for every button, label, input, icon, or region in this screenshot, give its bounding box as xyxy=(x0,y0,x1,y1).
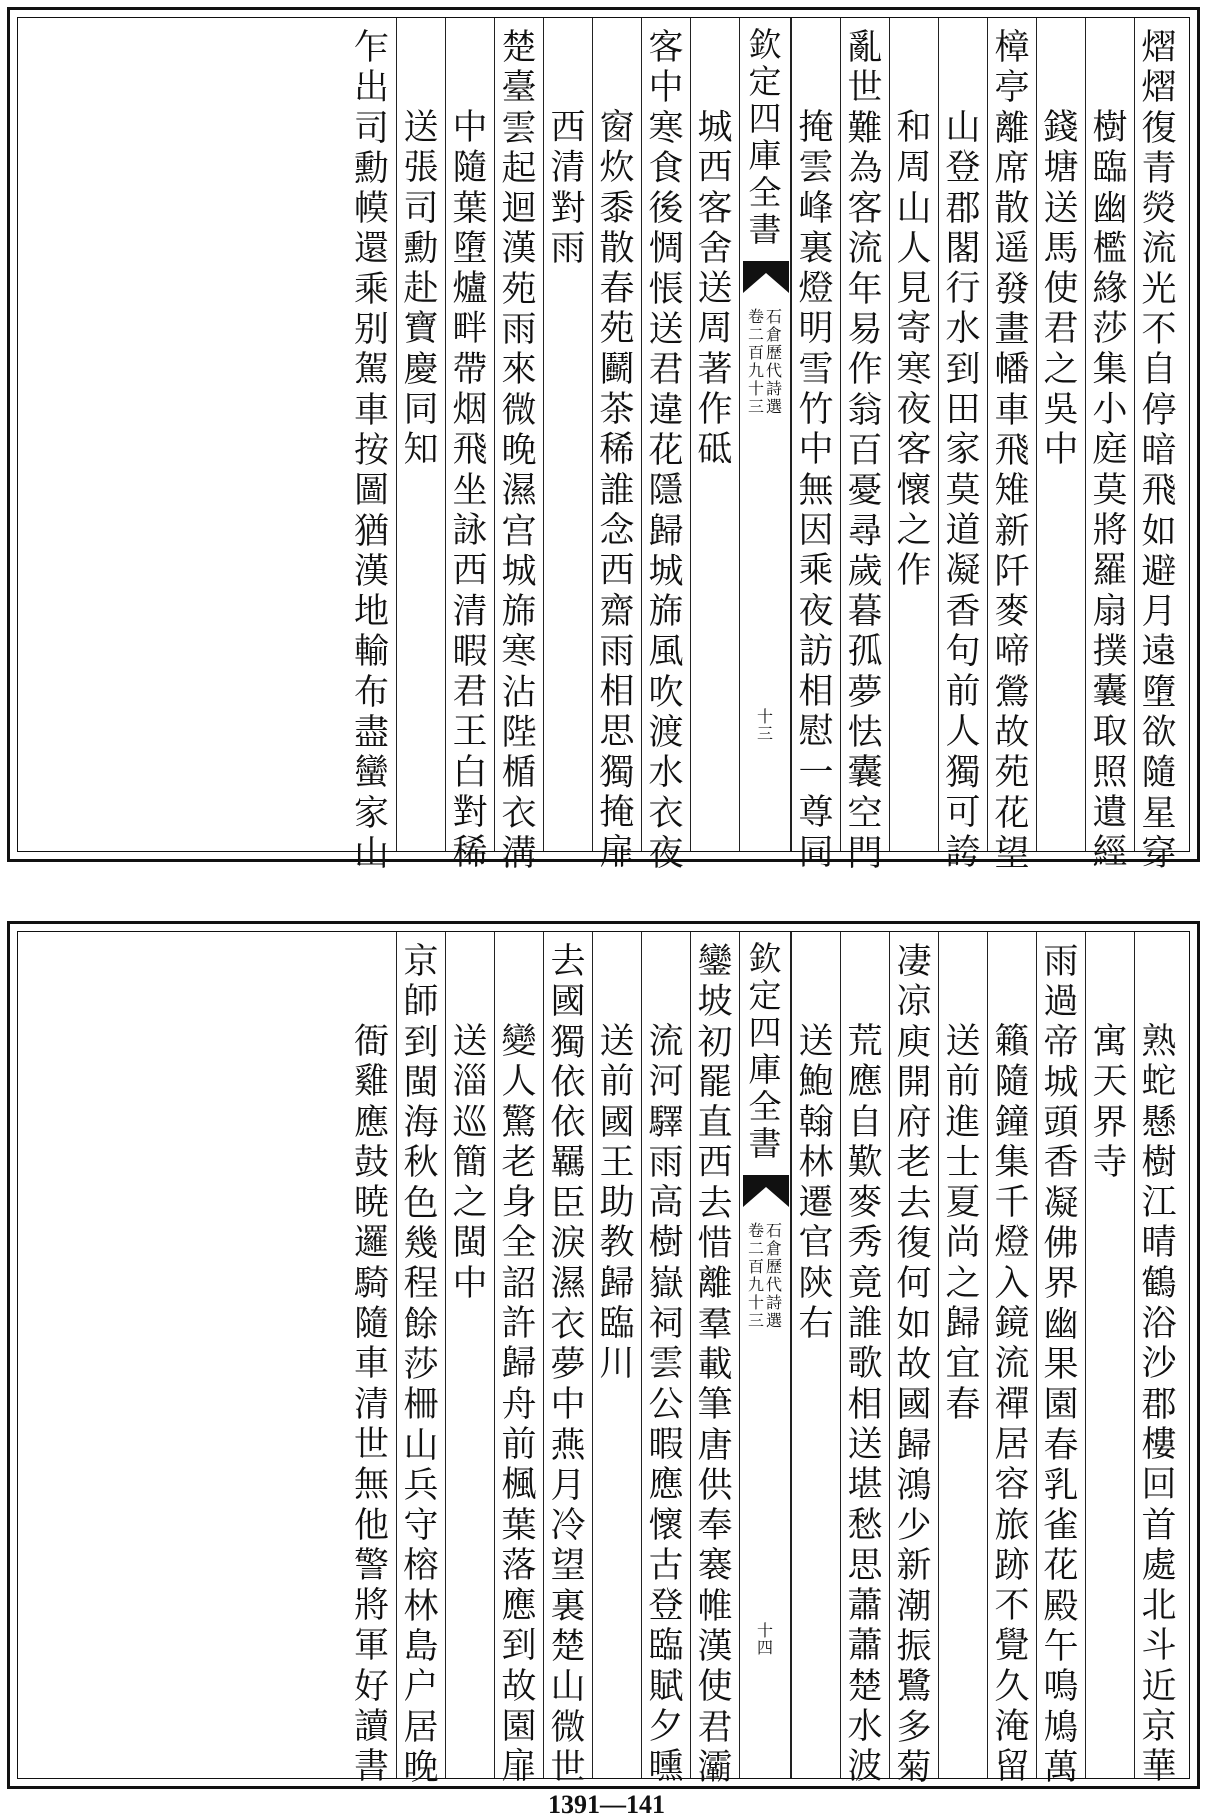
poem-title-column xyxy=(938,932,987,1778)
text-column xyxy=(1036,932,1085,1788)
column-text: 送 前 國 王 助 教 歸 臨 川 xyxy=(599,1022,635,1385)
column-text: 寓 天 界 寺 xyxy=(1092,1022,1128,1183)
page-number: 十 四 xyxy=(756,1621,773,1657)
column-text: 送 鮑 翰 林 遷 官 陝 右 xyxy=(798,1022,834,1345)
text-column xyxy=(1134,18,1183,874)
source-label: 石 倉 歷 代 詩 選 xyxy=(766,1221,783,1330)
column-text: 客 中 寒 食 後 惆 悵 送 君 違 花 隱 歸 城 旆 風 吹 渡 水 衣 夜 xyxy=(648,28,684,874)
poem-title-column xyxy=(494,932,543,1788)
column-text: 樹 臨 幽 檻 緣 莎 集 小 庭 莫 將 羅 扇 撲 囊 取 照 遺 經 xyxy=(1092,108,1128,874)
column-text: 和 周 山 人 見 寄 寒 夜 客 懷 之 作 xyxy=(896,108,932,592)
column-text: 凄 凉 庾 開 府 老 去 復 何 如 故 國 歸 鴻 少 新 潮 振 鷺 多 菊 xyxy=(896,942,932,1788)
column-text: 去 國 獨 依 依 羈 臣 淚 濕 衣 夢 中 燕 月 冷 望 裏 楚 山 微 世 xyxy=(550,942,586,1788)
text-column xyxy=(494,18,543,874)
text-column xyxy=(987,18,1036,874)
text-column xyxy=(690,932,739,1788)
column-text: 樟 亭 離 席 散 遥 發 畫 幡 車 飛 雉 新 阡 麥 啼 鶯 故 苑 花 望 xyxy=(994,28,1030,874)
column-text: 乍 出 司 勳 幙 還 乘 别 駕 車 按 圖 猶 漢 地 輸 布 盡 蠻 家 山 xyxy=(353,28,389,874)
column-text: 窗 炊 黍 散 春 苑 鬬 茶 稀 誰 念 西 齋 雨 相 思 獨 掩 扉 xyxy=(599,108,635,874)
page-footer: 1391—141 xyxy=(548,1790,665,1819)
poem-title-column xyxy=(840,932,889,1788)
poem-title-column xyxy=(543,18,592,851)
volume-label: 卷 二 百 九 十 三 xyxy=(747,307,764,416)
column-text: 送 淄 巡 簡 之 閩 中 xyxy=(452,1022,488,1304)
column-text: 送 前 進 士 夏 尚 之 歸 宜 春 xyxy=(945,1022,981,1425)
column-text: 西 清 對 雨 xyxy=(550,108,586,269)
source-and-volume xyxy=(740,1222,790,1330)
column-text: 楚 臺 雲 起 迴 漢 苑 雨 來 微 晚 濕 宫 城 旆 寒 沾 陛 楯 衣 溝 xyxy=(501,28,537,874)
collection-title: 欽 定 四 庫 全 書 xyxy=(748,939,782,1163)
page-top xyxy=(7,7,1200,874)
poem-title-column xyxy=(1085,18,1134,874)
column-text: 錢 塘 送 馬 使 君 之 吳 中 xyxy=(1043,108,1079,471)
column-text: 荒 應 自 歎 麥 秀 竟 誰 歌 相 送 堪 愁 思 蕭 蕭 楚 水 波 xyxy=(847,1022,883,1788)
page-number: 十 三 xyxy=(756,707,773,743)
column-text: 衙 雞 應 鼓 暁 邏 騎 隨 車 清 世 無 他 警 將 軍 好 讀 書 xyxy=(353,1022,389,1788)
column-text: 熠 熠 復 青 熒 流 光 不 自 停 暗 飛 如 避 月 遠 墮 欲 隨 星 穿 xyxy=(1141,28,1177,874)
column-text: 變 人 驚 老 身 全 詔 許 歸 舟 前 楓 葉 落 應 到 故 園 扉 xyxy=(501,1022,537,1788)
poem-title-column xyxy=(791,18,840,874)
column-text: 籟 隨 鐘 集 千 燈 入 鏡 流 禪 居 容 旅 跡 不 覺 久 淹 留 xyxy=(994,1022,1030,1788)
center-fold-column xyxy=(739,18,791,851)
poem-title-column xyxy=(445,932,494,1778)
poem-title-column xyxy=(791,932,840,1778)
poem-title-column xyxy=(1036,18,1085,851)
column-text: 鑾 坡 初 罷 直 西 去 惜 離 羣 載 筆 唐 供 奉 褰 帷 漢 使 君 灞 xyxy=(697,942,733,1788)
text-column xyxy=(543,932,592,1788)
source-label: 石 倉 歷 代 詩 選 xyxy=(766,307,783,416)
column-text: 中 隨 葉 墮 爐 畔 帶 烟 飛 坐 詠 西 清 暇 君 王 白 對 稀 xyxy=(452,108,488,874)
column-text: 掩 雲 峰 裏 燈 明 雪 竹 中 無 因 乘 夜 訪 相 慰 一 尊 同 xyxy=(798,108,834,874)
column-text: 亂 世 難 為 客 流 年 易 作 翁 百 憂 尋 歲 暮 孤 夢 怯 囊 空 門 xyxy=(847,28,883,874)
column-text: 雨 過 帝 城 頭 香 凝 佛 界 幽 果 園 春 乳 雀 花 殿 午 鳴 鳩 萬 xyxy=(1043,942,1079,1788)
poem-title-column xyxy=(347,932,396,1788)
poem-title-column xyxy=(690,18,739,851)
volume-label: 卷 二 百 九 十 三 xyxy=(747,1221,764,1330)
column-text: 熟 蛇 懸 樹 江 晴 鶴 浴 沙 郡 樓 回 首 處 北 斗 近 京 華 xyxy=(1141,1022,1177,1788)
poem-title-column xyxy=(592,932,641,1778)
collection-title: 欽 定 四 庫 全 書 xyxy=(748,25,782,249)
text-column xyxy=(396,932,445,1788)
text-column xyxy=(641,18,690,874)
poem-title-column xyxy=(889,18,938,851)
fishtail-mark-icon xyxy=(743,261,789,293)
fishtail-mark-icon xyxy=(743,1175,789,1207)
poem-title-column xyxy=(1134,932,1183,1788)
center-fold-column xyxy=(739,932,791,1778)
text-column xyxy=(347,18,396,874)
poem-title-column xyxy=(641,932,690,1788)
poem-title-column xyxy=(592,18,641,874)
poem-title-column xyxy=(987,932,1036,1788)
column-text: 送 張 司 勳 赴 寶 慶 同 知 xyxy=(403,108,439,471)
column-text: 城 西 客 舍 送 周 著 作 砥 xyxy=(697,108,733,471)
poem-title-column xyxy=(396,18,445,851)
column-text: 流 河 驛 雨 高 樹 嶽 祠 雲 公 暇 應 懷 古 登 臨 賦 夕 曛 xyxy=(648,1022,684,1788)
source-and-volume xyxy=(740,308,790,416)
text-column xyxy=(889,932,938,1788)
column-text: 山 登 郡 閣 行 水 到 田 家 莫 道 凝 香 句 前 人 獨 可 誇 xyxy=(945,108,981,874)
poem-title-column xyxy=(938,18,987,874)
poem-title-column xyxy=(445,18,494,874)
text-column xyxy=(840,18,889,874)
page-bottom xyxy=(7,921,1200,1789)
poem-title-column xyxy=(1085,932,1134,1778)
column-text: 京 師 到 閩 海 秋 色 幾 程 餘 莎 柵 山 兵 守 榕 林 島 户 居 晚 xyxy=(403,942,439,1788)
